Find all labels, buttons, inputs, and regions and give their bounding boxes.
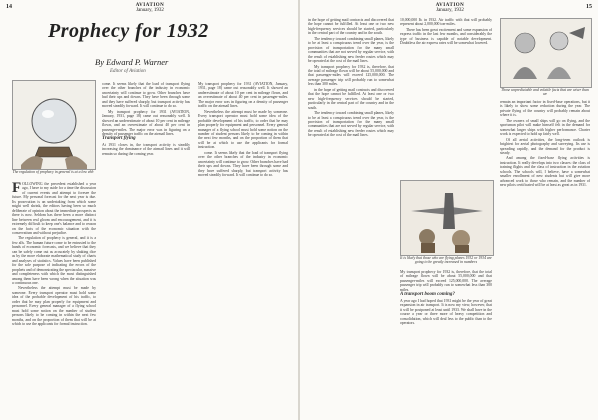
airplane-illustration xyxy=(400,180,494,256)
magazine-name: AVIATION xyxy=(435,3,465,8)
page-number: 14 xyxy=(6,4,12,10)
paragraph: My transport prophecy for 1931 (AVIATION, January, 1931, page 18) came out reasonably well. It showed an underestimate of about 10 per cent in mileage flown, and an overestimate of about 40 per cent in passenger-miles. The major error was in figuring on a density of passenger traffic on the airmail lines. xyxy=(198,82,288,109)
running-header xyxy=(410,3,490,13)
paragraph: And among the fixed-base flying activities is instruction. It really develops into two classes: the class of training flights and the class of instruction in the aviation schools. The schools will, I believe, have a somewhat smaller enrollment of new students but will give more advanced work to those who remain, and the number of new pilots certificated will be at least as great as in 1931. xyxy=(500,156,590,188)
paragraph: A year ago I had hoped that 1931 might be the year of great expansion in air transport. It is now my view, however, that it will be postponed at least until 1933. We shall have in the course a year or three more of heavy competition and consolidation, which will deal less to the public than to the operators. xyxy=(400,298,492,325)
paragraph: Nevertheless the attempt must be made by someone. Every transport operator must hold some idea of the probable development of his traffic, to order that he may plan properly for equipment and personnel. Every general manager of a flying school must hold some notion on the number of student persons likely to be coming in within the next few months, and on the proportion of them that will be at which to use the applicants for formal instruction. xyxy=(12,286,96,327)
paragraph: The tendency toward combining small planes, likely to be at least a conspicuous trend over the year, is the provision of transportation for the many small communities that are not served by regular service, with the result of establishing new feeder routes which may be operated at the cost of the mail lines. xyxy=(308,36,394,64)
right-column-3 xyxy=(500,100,590,414)
article-title: Prophecy for 1932 xyxy=(48,20,209,42)
paragraph: Nevertheless the attempt must be made by someone. Every transport operator must hold some idea of the probable development of his traffic, to order that he may plan properly for equipment and personnel. Every general manager of a flying school must hold some notion on the number of student persons likely to be coming in within the next few months, and on the proportion of them that will be at which to use the applicants for formal instruction. xyxy=(198,109,288,150)
magazine-name: AVIATION xyxy=(135,3,165,8)
page-number: 15 xyxy=(586,4,592,10)
figure-caption: The regulation of prophecy in general is at a low ebb xyxy=(12,170,94,174)
crystal-ball-illustration xyxy=(12,80,96,170)
paragraph: My transport prophecy for 1932 is, therefore, that the total of mileage flown will be about 55,000,000 and that passenger-miles will exceed 125,000,000. The average passenger trip will probably run to somewhat less than 300 miles. xyxy=(308,64,394,87)
paragraph: come. It seems likely that the load of transport flying over the other branches of the industry in economic uncertainty will continue to grow. Other branches have had their ups and downs. They have been through some and they have suffered sharply, but transport activity has moved steadily forward. It will continue to do so. xyxy=(198,150,288,178)
paragraph: in the hope of getting mail contracts and discovered that the hope cannot be fulfilled. At least one or two new high-frequency services should be started, particularly in the central part of the country and in the south. xyxy=(308,87,394,110)
paragraph: At 1931 closes in, the transport activity is steadily increasing the dominance of the airmail lines and it will remain so during the coming year. xyxy=(102,142,190,156)
left-page xyxy=(0,0,298,420)
paragraph: 10,000,000 lb. in 1932. Air traffic with that will probably represent about 2,000,000 ton-miles. xyxy=(400,18,492,27)
left-column-2 xyxy=(102,82,190,414)
crowd-illustration xyxy=(500,18,592,88)
drop-cap: F xyxy=(12,182,22,196)
left-column-3 xyxy=(198,82,288,414)
paragraph: come. It seems likely that the load of transport flying over the other branches of the industry in economic uncertainty will continue to grow. Other branches have had their ups and downs. They have been through some and they have suffered sharply, but transport activity has moved steadily forward. It will continue to do so. xyxy=(102,82,190,109)
issue-date: January, 1932 xyxy=(136,8,164,13)
figure-caption: Those unpredictable and volatile facts that are wiser than we xyxy=(501,88,589,97)
paragraph: There has been great excitement and some expansion of express traffic in the last few months, and considerably the type of business is capable of notable development. Doubtless the air express rates will be somewhat lowered. xyxy=(400,27,492,46)
issue-date: January, 1932 xyxy=(436,8,464,13)
left-column-1 xyxy=(12,182,96,414)
right-column-2-top xyxy=(400,18,492,58)
section-subhead: A transport boom coming? xyxy=(400,292,455,298)
paragraph: The owners of small ships will go on flying, and the sportsman pilot will make himself felt in the demand for somewhat larger ships with higher performance. Charter work is expected to hold up fairly well. xyxy=(500,118,590,137)
paragraph: OLLOWING the precedent established a year ago, I have to my aside for a time the discussion of current events and attempt to foresee the future. My personal forecast for the next year is due. Its prosecution is an undertaking from which some might well shrink, the editors having been so much deliberate of opinion about the immediate prospects as there is now. Seldom has there been a more distinct line between real gloom and encouragement, and it is extremely difficult to keep one's balance and to reason on the facts of the economic situation with the conservatism and without prejudice. xyxy=(12,182,96,235)
section-subhead: Transport flying xyxy=(102,136,136,142)
right-column-1 xyxy=(308,18,394,414)
running-header xyxy=(110,3,190,13)
byline: By Edward P. Warner xyxy=(95,57,169,67)
byline-title: Editor of Aviation xyxy=(110,69,146,74)
paragraph: Of all aerial activities, the long-term outlook is brightest for aerial photography and surveying. Its use is spreading rapidly, and the demand for the product is steady. xyxy=(500,137,590,155)
paragraph: The regulation of prophecy is general, and it is a few alls. The human future come to be entrusted to the hands of economic forecasts, and we believe that they can be safely come out as accurately by shaking dice as by the more elaborate mathematical study of charts and analyses of statistics. Values have been published for the sole purpose of indicating the errors of the prophets and of demonstrating the spectacular, massive and completeness with which the most distinguished among them have been wrong when the situation was a continuous one. xyxy=(12,236,96,285)
paragraph: My transport prophecy for 1931 (AVIATION, January, 1931, page 18) came out reasonably well. It showed an underestimate of about 10 per cent in mileage flown, and an overestimate of about 40 per cent in passenger-miles. The major error was in figuring on a density of passenger traffic on the airmail lines. xyxy=(102,109,190,136)
right-column-2-bottom xyxy=(400,270,492,414)
figure-caption: It is likely that those who are flying planes 1932 or 1934 are going to be greatly increased in numbers xyxy=(400,256,492,265)
paragraph: remain an important factor in fixed-base operations, but it is likely to show some reduction during the year. The private flying of the country will probably remain about where it is. xyxy=(500,100,590,118)
paragraph: The tendency toward combining small planes, likely to be at least a conspicuous trend over the year, is the provision of transportation for the many small communities that are not served by regular service, with the result of establishing new feeder routes which may be operated at the cost of the mail lines. xyxy=(308,111,394,138)
right-page xyxy=(300,0,598,420)
paragraph: My transport prophecy for 1932 is, therefore, that the total of mileage flown will be about 55,000,000 and that passenger-miles will exceed 125,000,000. The average passenger trip will probably run to somewhat less than 300 miles. xyxy=(400,270,492,292)
paragraph: in the hope of getting mail contracts and discovered that the hope cannot be fulfilled. At least one or two new high-frequency services should be started, particularly in the central part of the country and in the south. xyxy=(308,18,394,36)
